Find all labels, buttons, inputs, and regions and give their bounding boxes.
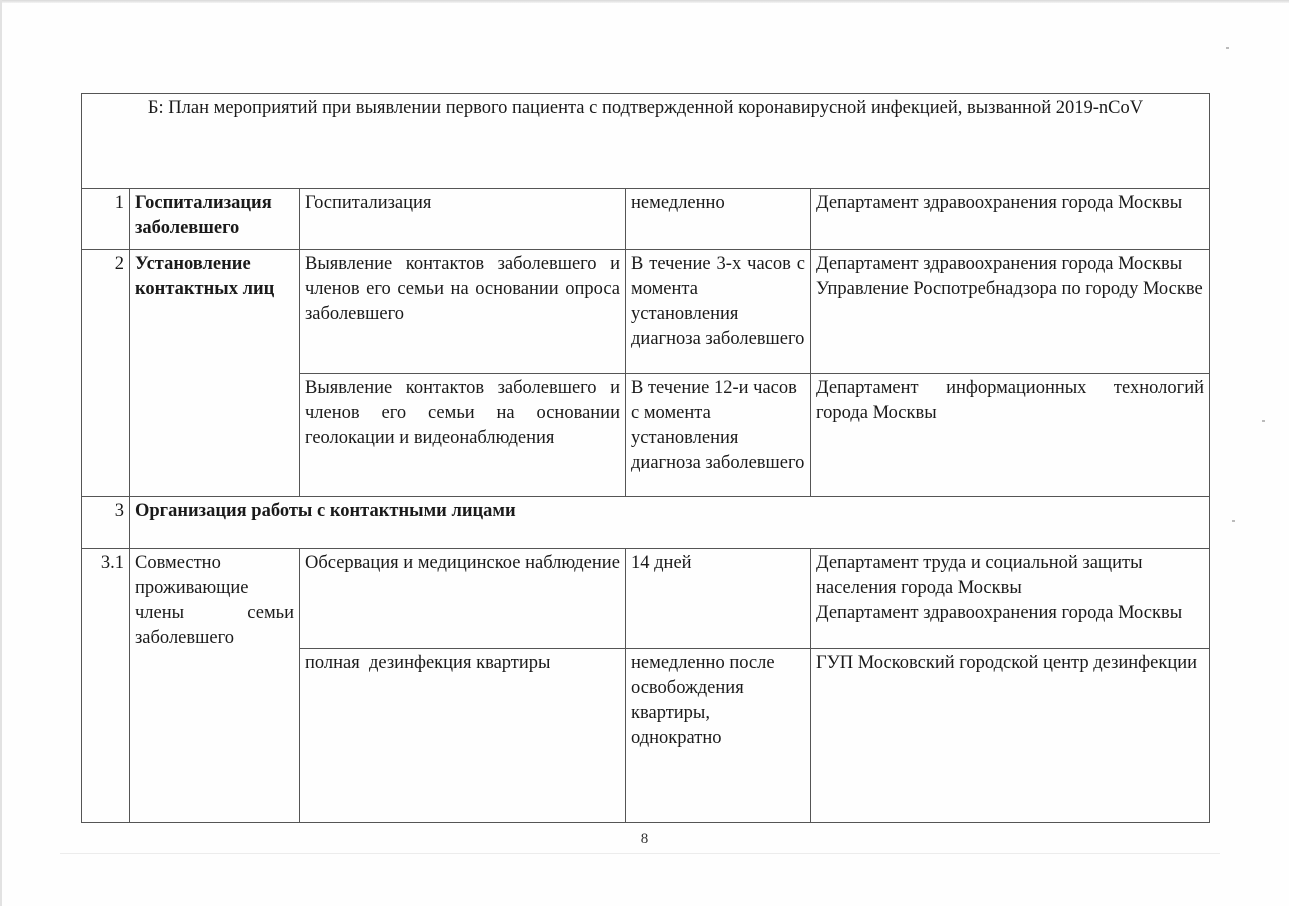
responsible-line: Департамент здравоохранения города Москвы bbox=[816, 603, 1183, 623]
activity-name: Установление контактных лиц bbox=[130, 250, 300, 497]
row-number: 3 bbox=[82, 497, 130, 549]
row-number: 2 bbox=[82, 250, 130, 497]
responsible-cell bbox=[811, 250, 1210, 374]
responsible-cell: ГУП Московский городской центр дезинфекции bbox=[811, 649, 1210, 823]
responsible-cell: Департамент информационных технологий города Москвы bbox=[811, 374, 1210, 497]
scan-edge-top bbox=[0, 0, 1289, 3]
scan-footer-line bbox=[60, 853, 1220, 854]
activity-name: Совместно проживающие члены семьи заболевшего bbox=[130, 549, 300, 823]
scan-speck bbox=[1262, 420, 1265, 422]
document-title: Б: План мероприятий при выявлении первого пациента с подтвержденной коронавирусной инфекцией, вызванной 2019-nCoV bbox=[82, 94, 1210, 189]
term-cell: немедленно после освобождения квартиры, однократно bbox=[626, 649, 811, 823]
scan-edge-left bbox=[0, 0, 2, 906]
table-row bbox=[82, 250, 1210, 374]
term-cell: немедленно bbox=[626, 189, 811, 250]
term-cell: 14 дней bbox=[626, 549, 811, 649]
table-title-row bbox=[82, 94, 1210, 189]
table-row bbox=[82, 189, 1210, 250]
row-number: 1 bbox=[82, 189, 130, 250]
scan-speck bbox=[1226, 47, 1229, 49]
section-heading: Организация работы с контактными лицами bbox=[130, 497, 1210, 549]
responsible-cell: Департамент здравоохранения города Москвы bbox=[811, 189, 1210, 250]
responsible-line: Департамент здравоохранения города Москвы bbox=[816, 254, 1183, 274]
measure-cell: Выявление контактов заболевшего и членов его семьи на основании геолокации и видеонаблюдения bbox=[300, 374, 626, 497]
scan-speck bbox=[1232, 520, 1235, 522]
table-row bbox=[82, 549, 1210, 649]
row-number: 3.1 bbox=[82, 549, 130, 823]
term-cell: В течение 12-и часов с момента установления диагноза заболевшего bbox=[626, 374, 811, 497]
responsible-line: Управление Роспотребнадзора по городу Москве bbox=[816, 279, 1203, 299]
measure-cell: Госпитализация bbox=[300, 189, 626, 250]
page-number: 8 bbox=[640, 831, 649, 847]
measure-cell: полная дезинфекция квартиры bbox=[300, 649, 626, 823]
term-cell: В течение 3-х часов с момента установления диагноза заболевшего bbox=[626, 250, 811, 374]
activity-name: Госпитализация заболевшего bbox=[130, 189, 300, 250]
measure-cell: Обсервация и медицинское наблюдение bbox=[300, 549, 626, 649]
responsible-cell bbox=[811, 549, 1210, 649]
section-row bbox=[82, 497, 1210, 549]
responsible-line: Департамент труда и социальной защиты населения города Москвы bbox=[816, 553, 1143, 598]
measure-cell: Выявление контактов заболевшего и членов его семьи на основании опроса заболевшего bbox=[300, 250, 626, 374]
action-plan-table bbox=[81, 93, 1210, 823]
